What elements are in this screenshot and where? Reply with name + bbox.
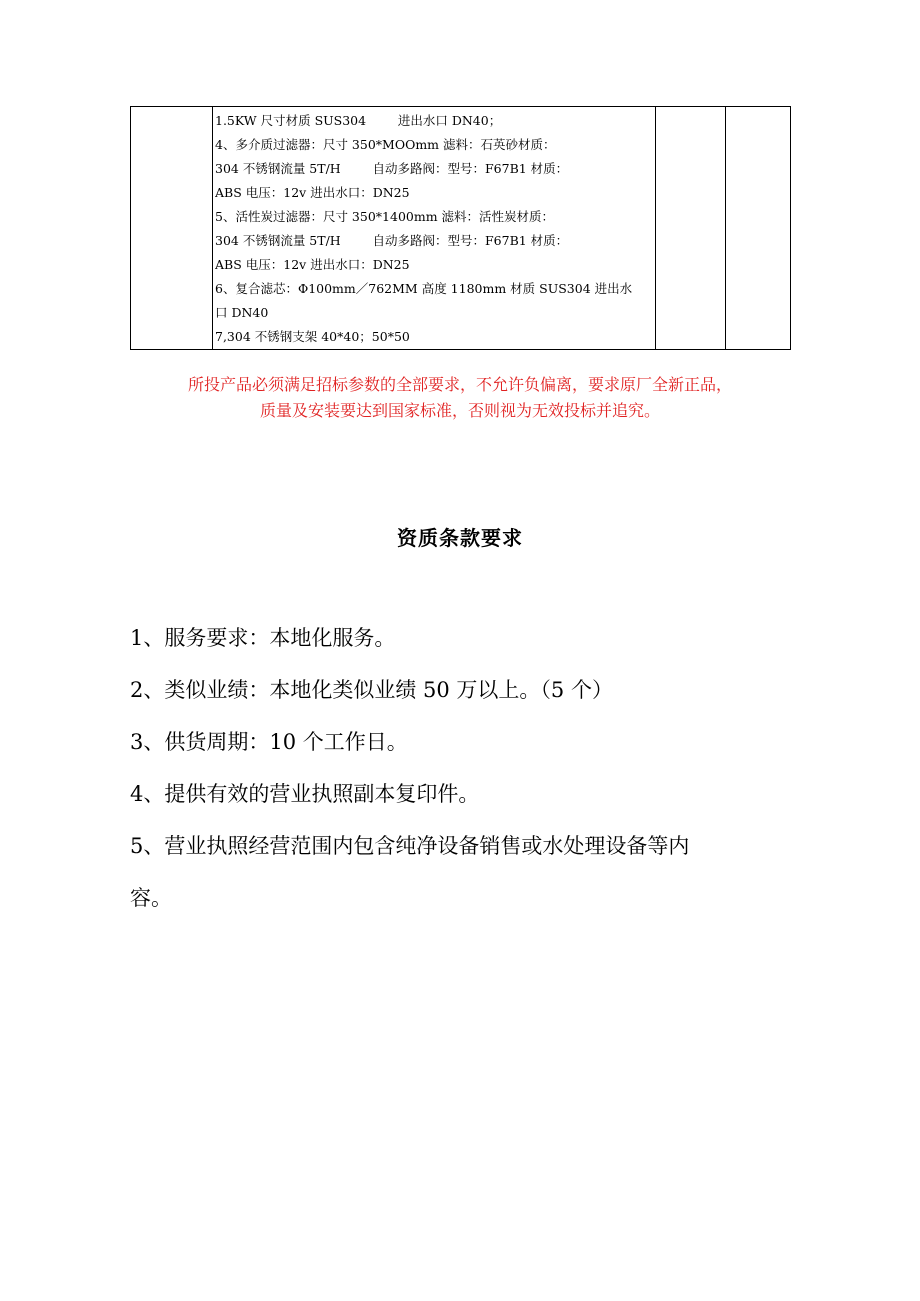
spec-line: 1.5KW 尺寸材质 SUS304 进出水口 DN40； [215, 113, 502, 128]
spec-line: ABS 电压：12v 进出水口：DN25 [215, 185, 410, 200]
requirement-item: 3、供货周期：10 个工作日。 [130, 730, 408, 754]
section-title: 资质条款要求 [397, 526, 523, 550]
requirement-item: 5、营业执照经营范围内包含纯净设备销售或水处理设备等内 [130, 834, 690, 858]
warning-notice-line-2: 质量及安装要达到国家标准，否则视为无效投标并追究。 [259, 401, 660, 420]
spec-line: 4、多介质过滤器：尺寸 350*MOOmm 滤料：石英砂材质： [215, 137, 556, 152]
table-cell-empty [726, 107, 791, 350]
spec-line: 5、活性炭过滤器：尺寸 350*1400mm 滤料：活性炭材质： [215, 209, 555, 224]
spec-line: ABS 电压：12v 进出水口：DN25 [215, 257, 410, 272]
spec-description-cell [213, 107, 656, 350]
spec-line: 6、复合滤芯：Φ100mm／762MM 高度 1180mm 材质 SUS304 进出水 [215, 281, 633, 296]
requirement-item-continuation: 容。 [130, 886, 172, 910]
requirements-list [130, 612, 790, 924]
spec-line: 7,304 不锈钢支架 40*40；50*50 [215, 329, 410, 344]
requirement-item: 4、提供有效的营业执照副本复印件。 [130, 782, 480, 806]
spec-line: 304 不锈钢流量 5T/H 自动多路阀：型号：F67B1 材质： [215, 161, 569, 176]
table-cell-empty [656, 107, 726, 350]
table-row [131, 107, 791, 350]
requirement-item: 2、类似业绩：本地化类似业绩 50 万以上。（5 个） [130, 678, 613, 702]
spec-table [130, 106, 791, 350]
warning-notice-line-1: 所投产品必须满足招标参数的全部要求，不允许负偏离，要求原厂全新正品， [187, 375, 732, 394]
table-cell-empty [131, 107, 213, 350]
spec-line: 304 不锈钢流量 5T/H 自动多路阀：型号：F67B1 材质： [215, 233, 569, 248]
spec-line: 口 DN40 [215, 305, 269, 320]
requirement-item: 1、服务要求：本地化服务。 [130, 626, 396, 650]
